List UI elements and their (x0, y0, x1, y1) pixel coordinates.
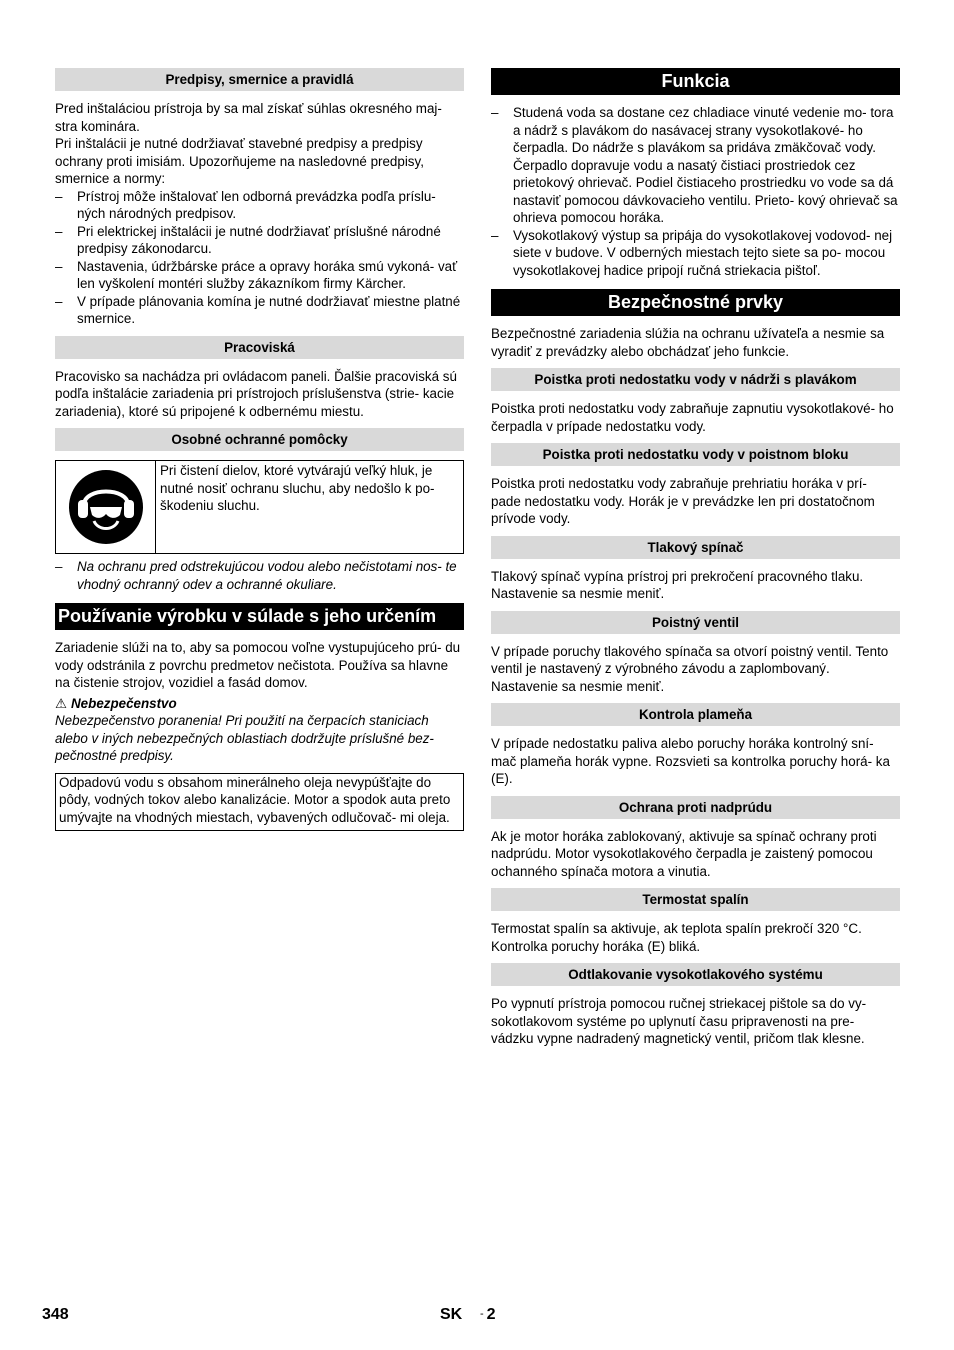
language-code: SK (440, 1306, 463, 1323)
list-item: – Pri elektrickej inštalácii je nutné dodržiavať príslušné národné predpisy zákonodarcu. (55, 223, 464, 258)
paragraph: V prípade poruchy tlakového spínača sa otvorí poistný ventil. Tento ventil je nastavený z výrobného závodu a zaplombovaný. Nastavenie sa nesmie meniť. (491, 643, 889, 694)
paragraph: Tlakový spínač vypína prístroj pri prekročení pracovného tlaku. Nastavenie sa nesmie meniť. (491, 568, 864, 601)
page-number: 348 (42, 1306, 69, 1323)
paragraph: Pri inštalácii je nutné dodržiavať stavebné predpisy a predpisy ochrany proti imisiám. Upozorňujeme na nasledovné predpisy, smernice a normy: (55, 136, 424, 186)
regulations-list (55, 188, 464, 328)
list-item: – Na ochranu pred odstrekujúcou vodou alebo nečistotami nos- te vhodný ochranný odev a ochranné okuliare. (55, 558, 464, 593)
paragraph: Poistka proti nedostatku vody zabraňuje zapnutiu vysokotlakové- ho čerpadla v prípade nedostatku vody. (491, 401, 894, 434)
paragraph: Poistka proti nedostatku vody zabraňuje prehriatiu horáka v prí- pade nedostatku vody. Horák je v prevádzke len pri dostatočnom prívode vody. (491, 476, 875, 526)
paragraph: Bezpečnostné zariadenia slúžia na ochranu užívateľa a nesmie sa vyradiť z prevádzky alebo obchádzať jeho funkcie. (491, 326, 885, 359)
subsection-heading: Kontrola plameňa (491, 703, 900, 726)
ppe-list (55, 558, 464, 593)
subsection-heading: Poistný ventil (491, 611, 900, 634)
ear-and-eye-protection-icon (68, 469, 144, 545)
warning-triangle-icon: ⚠ (55, 695, 68, 711)
ppe-icon-cell (56, 461, 156, 553)
paragraph: Pracovisko sa nachádza pri ovládacom paneli. Ďalšie pracoviská sú podľa inštalácie zariadenia pri prístrojoch príslušenstva (strie- kacie zariadenia), ktoré sú pripojené k odbernému miestu. (55, 368, 457, 419)
subsection-heading: Tlakový spínač (491, 536, 900, 559)
subsection-heading: Poistka proti nedostatku vody v nádrži s plavákom (491, 368, 900, 391)
list-item: – Nastavenia, údržbárske práce a opravy horáka smú vykoná- vať len vyškolení montéri služby zákazníkom firmy Kärcher. (55, 258, 464, 293)
list-item: – Studená voda sa dostane cez chladiace vinuté vedenie mo- tora a nádrž s plavákom do nasávacej strany vysokotlakové- ho čerpadla. Do nádrže s plavákom sa pridáva zmäkčovač vody. Čerpadlo dopravuje vodu a nasatý čistiaci prostriedok cez prietokový ohrievač. Podiel čistiaceho prostriedku vo vode sa dá nastaviť pomocou dávkovacieho ventilu. Prieto- kový ohrievač sa ohrieva pomocou horáka. (491, 104, 900, 227)
paragraph: Ak je motor horáka zablokovaný, aktivuje sa spínač ochrany proti nadprúdu. Motor vysokotlakového čerpadla je zaistený pomocou ochanného spínača motora a vinutia. (491, 828, 877, 879)
ppe-box (55, 460, 464, 554)
sub-page-dash: - (480, 1308, 484, 1320)
section-heading-regulations: Predpisy, smernice a pravidlá (55, 68, 464, 91)
sub-page-value: 2 (486, 1306, 496, 1323)
paragraph: V prípade nedostatku paliva alebo poruchy horáka kontrolný sní- mač plameňa horák vypne. Rozsvieti sa kontrolka poruchy horá- ka (E). (491, 736, 890, 786)
left-column (55, 68, 464, 831)
ppe-hearing-text: Pri čistení dielov, ktoré vytvárajú veľký hluk, je nutné nosiť ochranu sluchu, aby nedošlo k po- škodeniu sluchu. (160, 463, 435, 513)
sub-page-number (480, 1306, 496, 1324)
paragraph: Termostat spalín sa aktivuje, ak teplota spalín prekročí 320 °C. Kontrolka poruchy horáka (E) bliká. (491, 921, 862, 954)
paragraph: Po vypnutí prístroja pomocou ručnej striekacej pištole sa do vy- sokotlakovom systéme po uplynutí času pripravenosti na pre- vádzku vypne nadradený magnetický ventil, pričom tlak klesne. (491, 996, 867, 1046)
danger-heading (55, 695, 464, 713)
section-heading-intended-use: Používanie výrobku v súlade s jeho určením (55, 603, 464, 630)
list-item: – Vysokotlakový výstup sa pripája do vysokotlakovej vodovod- nej siete v budove. V odberných miestach tejto siete sa po- mocou vysokotlakovej hadice pripojí ručná striekacia pištoľ. (491, 227, 900, 280)
danger-text: Nebezpečenstvo poranenia! Pri použití na čerpacích staniciach alebo v iných nebezpečných oblastiach dodržujte príslušné bez- pečnostné predpisy. (55, 713, 434, 763)
subsection-heading: Ochrana proti nadprúdu (491, 796, 900, 819)
paragraph: Pred inštaláciou prístroja by sa mal získať súhlas okresného maj- stra kominára. (55, 101, 442, 134)
function-list (491, 104, 900, 279)
right-column (491, 68, 900, 1048)
section-heading-ppe: Osobné ochranné pomôcky (55, 428, 464, 451)
list-item: – Prístroj môže inštalovať len odborná prevádzka podľa príslu- ných národných predpisov. (55, 188, 464, 223)
subsection-heading: Termostat spalín (491, 888, 900, 911)
subsection-heading: Poistka proti nedostatku vody v poistnom bloku (491, 443, 900, 466)
list-item: – V prípade plánovania komína je nutné dodržiavať miestne platné smernice. (55, 293, 464, 328)
paragraph: Zariadenie slúži na to, aby sa pomocou voľne vystupujúceho prú- du vody odstránila z povrchu predmetov nečistota. Používa sa hlavne na čistenie strojov, vozidiel a fasád domov. (55, 640, 461, 690)
section-heading-function: Funkcia (491, 68, 900, 95)
section-heading-safety-devices: Bezpečnostné prvky (491, 289, 900, 316)
subsection-heading: Odtlakovanie vysokotlakového systému (491, 963, 900, 986)
section-heading-workplaces: Pracoviská (55, 336, 464, 359)
danger-label: Nebezpečenstvo (71, 695, 177, 711)
environment-note-box: Odpadovú vodu s obsahom minerálneho oleja nevypúšťajte do pôdy, vodných tokov alebo kanalizácie. Motor a spodok auta preto umývajte na vhodných miestach, vybavených odlučovač- mi oleja. (55, 773, 464, 832)
